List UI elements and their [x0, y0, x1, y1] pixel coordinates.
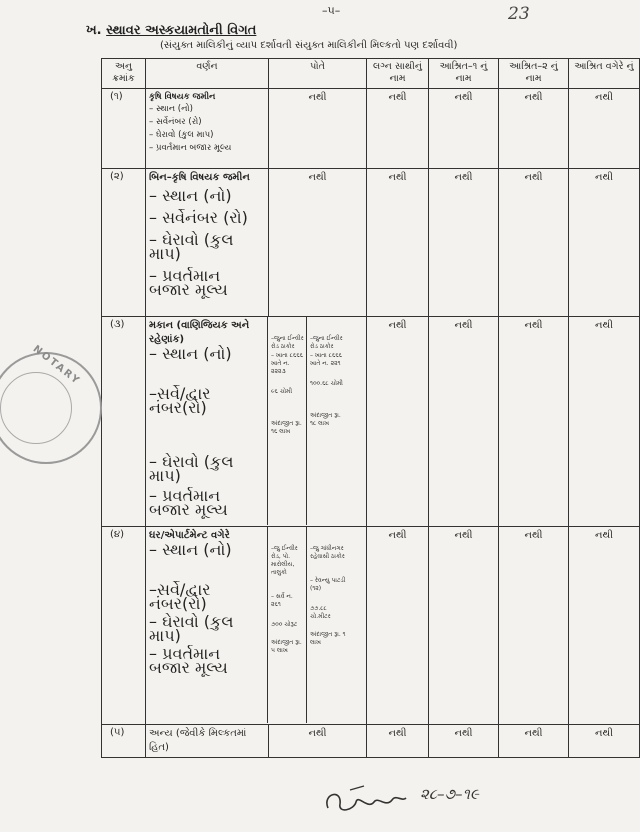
section-prefix: ખ. [86, 23, 102, 38]
row-description [146, 317, 267, 525]
sub-value: અંદાજીત રૂા. ૧ લાખ [310, 631, 346, 646]
sub-value: અંદાજીત રૂા. ૫ લાખ [271, 639, 302, 654]
row-description [146, 725, 269, 758]
cell-dependent-1: નથી [429, 527, 499, 725]
sub-location: –જુના ઈન્વીર રોડ ઠાકોર [310, 335, 343, 350]
sub-survey: – ખાતા ૮૬૬૬ ખાતે ન. ૨૨૧ [310, 352, 343, 367]
page-number: –૫– [322, 4, 341, 17]
cell-dependent-1: નથી [429, 317, 499, 527]
sub-location: –જુ ગાંધીનગર રહેવાસી ઠાકોર [310, 545, 345, 560]
table-row [102, 725, 640, 758]
row-number: (૩) [102, 317, 146, 527]
header-dependent-2: આશ્રિત–૨ નું નામ [499, 59, 569, 89]
header-description: વર્ણન [146, 59, 269, 89]
row-description [146, 89, 269, 169]
field-location: – સ્થાન (નો) [149, 540, 232, 559]
cell-dependent-etc: નથી [569, 169, 640, 317]
self-sub-col-b [307, 527, 350, 723]
sub-survey: – રેવન્યુ પાટડી (૧૨) [310, 577, 346, 592]
section-subtitle: (સંયુક્ત માલિકીનું વ્યાપ દર્શાવતી સંયુક્ત માલિકીની મિલ્કતો પણ દર્શાવવી) [160, 40, 458, 51]
section-title [86, 23, 256, 38]
self-sub-col-a [267, 317, 307, 525]
sub-value: અંદાજીત રૂા. ૧૬ લાખ [271, 420, 302, 435]
header-dependent-etc: આશ્રિત વગેરે નું [569, 59, 640, 89]
field-survey-number: – સર્વેનંબર (રો) [149, 208, 248, 227]
cell-dependent-etc: નથી [569, 89, 640, 169]
section-heading: સ્થાવર અસ્કયામતોની વિગત [106, 23, 257, 38]
field-area: – ઘેરાવો (કુલ માપ) [149, 130, 214, 140]
row-description [146, 169, 269, 317]
sub-area: ૯૬ ચોમી [271, 388, 293, 395]
header-self: પોતે [269, 59, 367, 89]
cell-dependent-1: નથી [429, 725, 499, 758]
handwritten-page-number: 23 [508, 4, 530, 24]
cell-dependent-etc: નથી [569, 725, 640, 758]
description-title: ઘર/એપાર્ટમેન્ટ વગેરે [149, 530, 230, 541]
cell-dependent-2: નથી [499, 317, 569, 527]
sub-area: ૧૦૦.૬૮ ચોમી [310, 380, 343, 387]
signature-date: ૨૮–૭–૧૯ [420, 785, 479, 803]
table-row [102, 169, 640, 317]
table-row [102, 527, 640, 725]
cell-dependent-2: નથી [499, 169, 569, 317]
cell-dependent-2: નથી [499, 89, 569, 169]
cell-dependent-1: નથી [429, 169, 499, 317]
cell-dependent-1: નથી [429, 89, 499, 169]
row-description-with-self [146, 527, 367, 725]
self-sub-col-b [307, 317, 350, 525]
field-survey-number: – સર્વેનંબર (રો) [149, 117, 202, 127]
header-dependent-1: આશ્રિત–૧ નું નામ [429, 59, 499, 89]
field-survey-number: –સર્વે/દ્વાર નંબર(રો) [149, 384, 211, 417]
header-serial: અનુ ક્રમાંક [102, 59, 146, 89]
cell-dependent-2: નથી [499, 725, 569, 758]
cell-spouse: નથી [367, 169, 429, 317]
cell-self: નથી [269, 169, 367, 317]
description-title: કૃષિ વિષયક જમીન [149, 92, 216, 102]
field-location: – સ્થાન (નો) [149, 344, 232, 363]
field-location: – સ્થાન (નો) [149, 186, 232, 205]
cell-dependent-etc: નથી [569, 527, 640, 725]
sub-value: અંદાજીત રૂા. ૧૮ લાખ [310, 412, 341, 427]
description-title: અન્ય (જેવીકે મિલ્કતમાં હિત) [149, 728, 247, 753]
cell-spouse: નથી [367, 317, 429, 527]
notary-stamp-inner-ring [0, 372, 72, 444]
row-number: (૧) [102, 89, 146, 169]
cell-spouse: નથી [367, 725, 429, 758]
row-number: (૨) [102, 169, 146, 317]
sub-location: –જુ ઈન્વીર રોડ, પો. મારોલીય, તાલુકો [271, 545, 298, 576]
sub-location: –જુના ઈન્વીર રોડ ઠાકોર [271, 335, 304, 350]
field-market-value: – પ્રવર્તમાન બજાર મૂલ્ય [149, 486, 228, 519]
self-sub-col-a [267, 527, 307, 723]
header-spouse: લગ્ન સાથીનું નામ [367, 59, 429, 89]
table-header-row [102, 59, 640, 89]
notary-stamp-label: NOTARY [30, 343, 83, 388]
row-description [146, 527, 267, 723]
cell-self: નથી [269, 89, 367, 169]
field-location: – સ્થાન (નો) [149, 104, 193, 114]
description-title: મકાન (વાણિજિયક અને રહેણાંક) [149, 320, 250, 345]
cell-spouse: નથી [367, 527, 429, 725]
sub-area: ૭૭.૮૮ ચો.મીટર [310, 605, 331, 620]
cell-dependent-2: નથી [499, 527, 569, 725]
field-area: – ઘેરાવો (કુલ માપ) [149, 452, 234, 485]
description-title: બિન–કૃષિ વિષયક જમીન [149, 172, 250, 183]
row-description-with-self [146, 317, 367, 527]
field-market-value: – પ્રવર્તમાન બજાર મૂલ્ય [149, 143, 232, 153]
assets-table [101, 58, 640, 758]
field-area: – ઘેરાવો (કુલ માપ) [149, 612, 234, 645]
cell-dependent-etc: નથી [569, 317, 640, 527]
cell-self: નથી [269, 725, 367, 758]
field-area: – ઘેરાવો (કુલ માપ) [149, 230, 234, 263]
row-number: (૪) [102, 527, 146, 725]
sub-area: ૭૦૦ ચોરૂટ [271, 621, 298, 628]
table-row [102, 317, 640, 527]
signature [320, 780, 410, 820]
sub-survey: – ખાતા ૮૬૬૬ ખાતે ન. ૨૨૨૩ [271, 352, 304, 375]
field-market-value: – પ્રવર્તમાન બજાર મૂલ્ય [149, 644, 228, 677]
field-market-value: – પ્રવર્તમાન બજાર મૂલ્ય [149, 266, 228, 299]
cell-spouse: નથી [367, 89, 429, 169]
table-row [102, 89, 640, 169]
sub-survey: – સર્વે ન. ૨૬૧ [271, 593, 293, 608]
row-number: (૫) [102, 725, 146, 758]
field-survey-number: –સર્વે/દ્વાર નંબર(રો) [149, 580, 211, 613]
